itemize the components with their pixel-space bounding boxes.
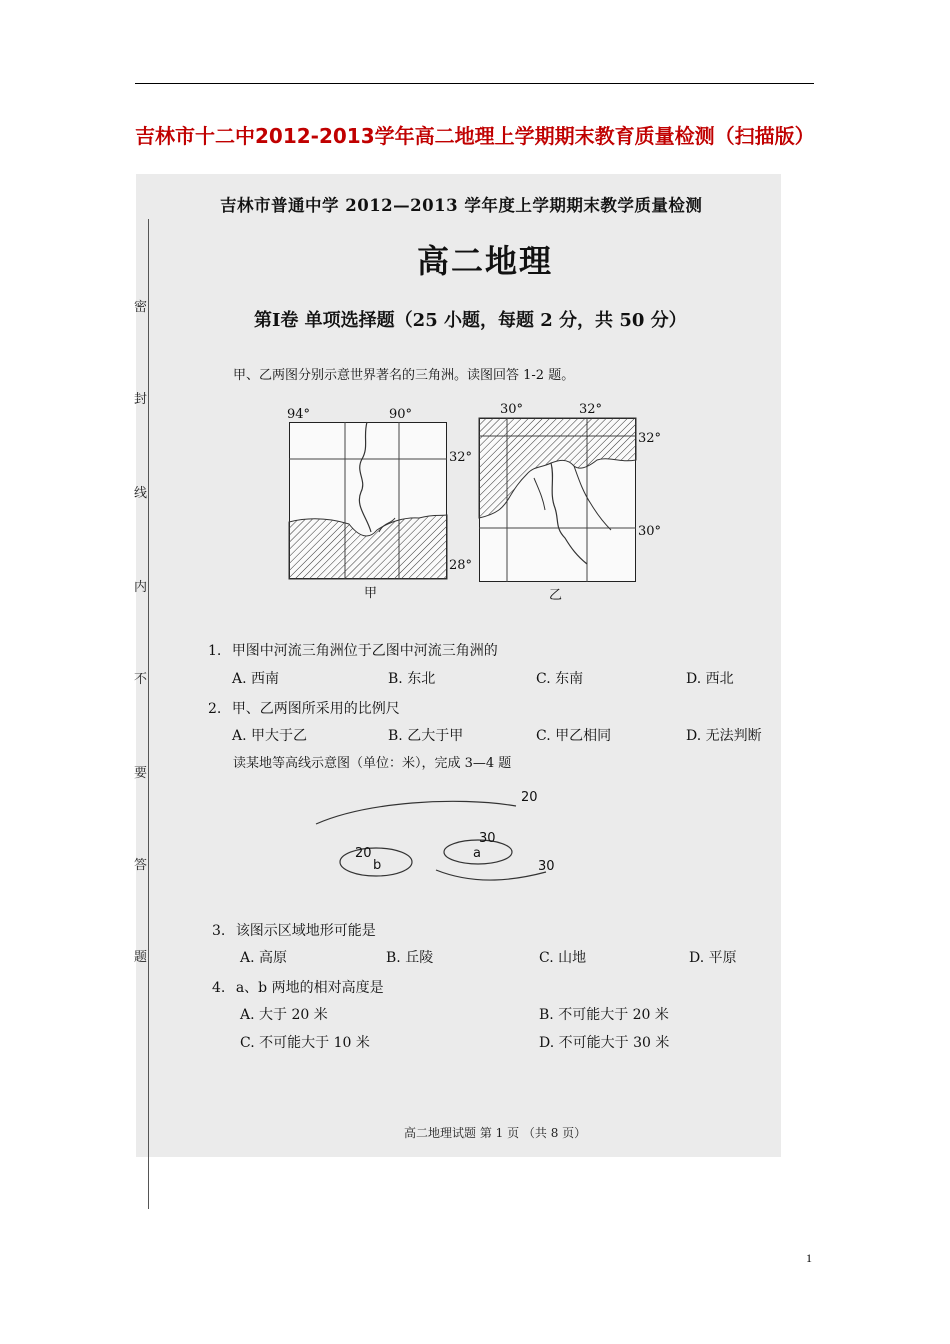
question-2: [208, 698, 400, 718]
map-yi-lat-label: 30°: [638, 524, 662, 539]
page-number: 1: [806, 1251, 812, 1265]
map-jia-lat-label: 32°: [449, 450, 473, 465]
question-stem: a、b 两地的相对高度是: [235, 980, 384, 996]
map-jia-label: 甲: [364, 586, 378, 601]
q2-option-c[interactable]: C. 甲乙相同: [536, 728, 612, 744]
question-stem: 甲、乙两图所采用的比例尺: [231, 701, 400, 717]
question-number: 4.: [212, 980, 226, 996]
side-mark: 不: [134, 672, 148, 687]
q1-option-c[interactable]: C. 东南: [536, 671, 584, 687]
binding-line: [148, 219, 149, 1209]
q3-option-c[interactable]: C. 山地: [539, 950, 587, 966]
contour-point-b: b: [373, 858, 382, 873]
document-title: 吉林市十二中2012-2013学年高二地理上学期期末教育质量检测（扫描版）: [135, 124, 815, 148]
question-stem: 甲图中河流三角洲位于乙图中河流三角洲的: [231, 643, 498, 659]
side-mark: 题: [134, 950, 148, 965]
question-number: 1.: [208, 643, 222, 659]
q3-option-a[interactable]: A. 高原: [240, 950, 288, 966]
map-jia-lon-label: 90°: [389, 407, 413, 422]
side-mark: 内: [134, 580, 148, 595]
question-3: [212, 920, 376, 940]
contour-point-a: a: [473, 846, 481, 861]
exam-header: 吉林市普通中学 2012—2013 学年度上学期期末教学质量检测: [220, 196, 703, 215]
q2-option-d[interactable]: D. 无法判断: [686, 728, 762, 744]
map-jia-lat-label: 28°: [449, 558, 473, 573]
q2-option-a[interactable]: A. 甲大于乙: [232, 728, 308, 744]
side-mark: 封: [134, 392, 148, 407]
map-yi-lon-label: 30°: [500, 402, 524, 417]
side-mark: 线: [134, 486, 148, 501]
question-stem: 该图示区域地形可能是: [235, 923, 376, 939]
part-title: 第Ⅰ卷 单项选择题（25 小题，每题 2 分，共 50 分）: [254, 310, 687, 331]
side-mark: 要: [134, 766, 148, 781]
q3-option-b[interactable]: B. 丘陵: [386, 950, 434, 966]
intro-questions-1-2: 甲、乙两图分别示意世界著名的三角洲。读图回答 1-2 题。: [233, 368, 575, 383]
exam-footer: 高二地理试题 第 1 页 （共 8 页）: [404, 1126, 587, 1140]
q4-option-b[interactable]: B. 不可能大于 20 米: [539, 1007, 669, 1023]
map-yi-lat-label: 32°: [638, 431, 662, 446]
map-jia-frame: [289, 422, 447, 579]
q1-option-b[interactable]: B. 东北: [388, 671, 436, 687]
q4-option-d[interactable]: D. 不可能大于 30 米: [539, 1035, 670, 1051]
q3-option-d[interactable]: D. 平原: [689, 950, 737, 966]
q4-option-a[interactable]: A. 大于 20 米: [240, 1007, 328, 1023]
q2-option-b[interactable]: B. 乙大于甲: [388, 728, 464, 744]
contour-label: 20: [521, 790, 538, 805]
map-yi-lon-label: 32°: [579, 402, 603, 417]
q1-option-d[interactable]: D. 西北: [686, 671, 734, 687]
map-yi-graphic: [479, 418, 636, 582]
exam-subject: 高二地理: [417, 242, 554, 280]
question-number: 2.: [208, 701, 222, 717]
map-yi-label: 乙: [549, 588, 563, 603]
intro-questions-3-4: 读某地等高线示意图（单位：米），完成 3—4 题: [233, 756, 512, 771]
q4-option-c[interactable]: C. 不可能大于 10 米: [240, 1035, 370, 1051]
scanned-exam-page: [136, 174, 781, 1157]
q1-option-a[interactable]: A. 西南: [232, 671, 280, 687]
map-jia-lon-label: 94°: [287, 407, 311, 422]
contour-label: 30: [479, 831, 496, 846]
question-4: [212, 977, 384, 997]
map-yi-frame: [479, 418, 636, 582]
side-mark: 答: [134, 858, 148, 873]
side-mark: 密: [134, 300, 148, 315]
map-jia-graphic: [289, 422, 447, 579]
question-number: 3.: [212, 923, 226, 939]
contour-label: 20: [355, 846, 372, 861]
contour-label: 30: [538, 859, 555, 874]
question-1: [208, 640, 498, 660]
top-rule: [135, 83, 814, 84]
